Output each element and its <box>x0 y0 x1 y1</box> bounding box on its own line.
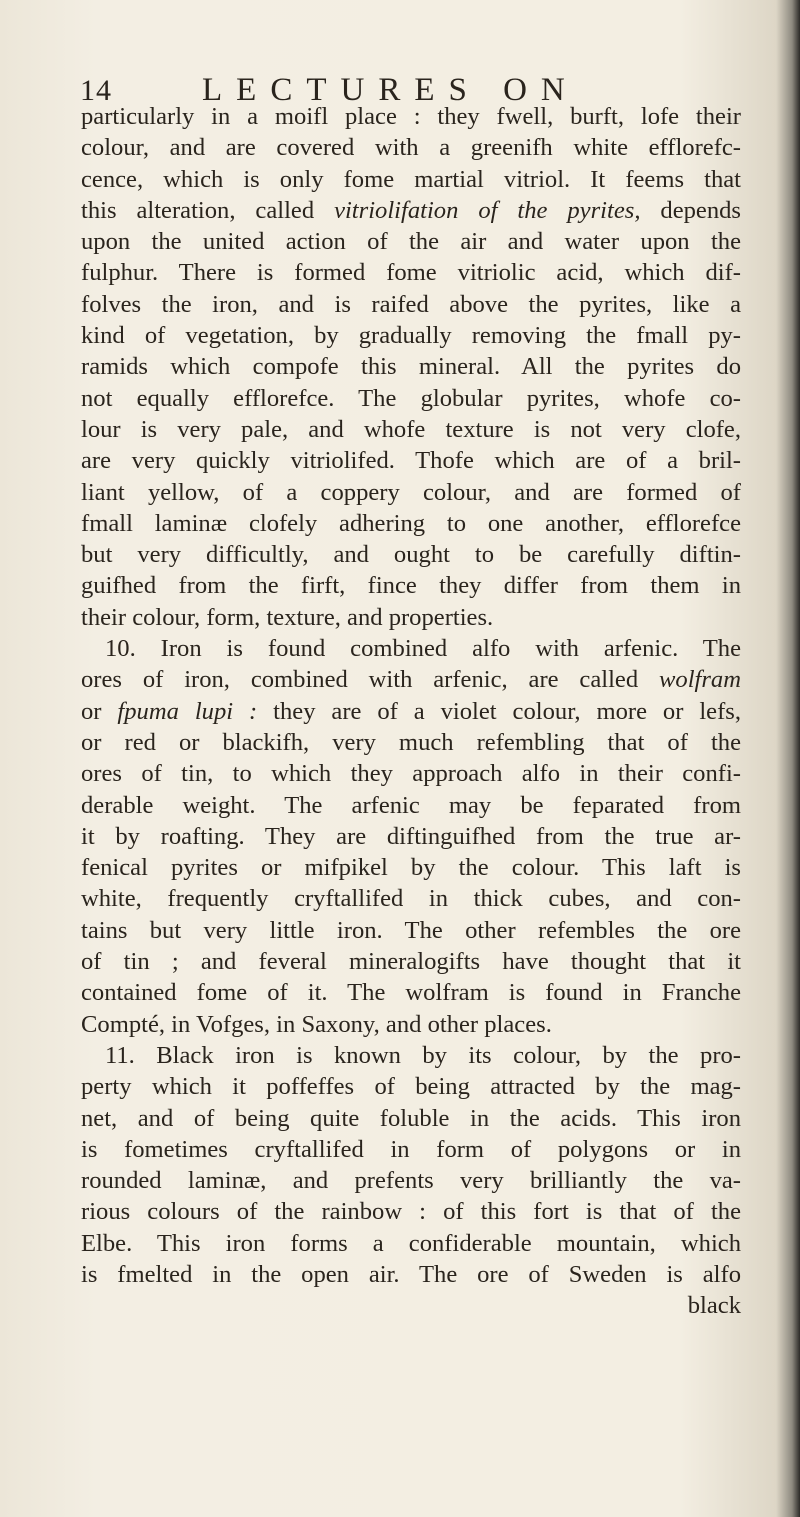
text-line <box>81 696 741 727</box>
text-line: ores of tin, to which they approach alfo in their confi- <box>81 760 741 788</box>
text-line: fulphur. There is formed fome vitriolic acid, which dif- <box>81 259 741 287</box>
text-line: white, frequently cryftallifed in thick cubes, and con- <box>81 885 741 913</box>
text-line: kind of vegetation, by gradually removing the fmall py- <box>81 322 741 350</box>
text-line: not equally efflorefce. The globular pyrites, whofe co- <box>81 384 741 412</box>
italic-term: fpuma lupi : <box>117 697 258 725</box>
text-line: contained fome of it. The wolfram is found in Franche <box>81 979 741 1007</box>
text-line: rious colours of the rainbow : of this fort is that of the <box>81 1198 741 1226</box>
text-line: rounded laminæ, and prefents very brilliantly the va- <box>81 1167 741 1195</box>
text-line <box>81 664 741 695</box>
text-line: lour is very pale, and whofe texture is not very clofe, <box>81 415 741 443</box>
text-line: perty which it poffeffes of being attracted by the mag- <box>81 1073 741 1101</box>
text-span: they are of a violet colour, more or lefs, <box>257 697 741 725</box>
text-line: Compté, in Vofges, in Saxony, and other places. <box>81 1010 552 1038</box>
italic-term: wolfram <box>659 666 741 694</box>
text-line: cence, which is only fome martial vitriol. It feems that <box>81 165 741 193</box>
page-number: 14 <box>80 74 112 107</box>
text-line: or red or blackifh, very much refembling that of the <box>81 728 741 756</box>
text-line: are very quickly vitriolifed. Thofe which are of a bril- <box>81 447 741 475</box>
text-line: 10. Iron is found combined alfo with arfenic. The <box>105 635 741 663</box>
text-line: 11. Black iron is known by its colour, by the pro- <box>105 1041 741 1069</box>
text-line: Elbe. This iron forms a confiderable mountain, which <box>81 1229 741 1257</box>
text-line: ramids which compofe this mineral. All the pyrites do <box>81 353 741 381</box>
text-span: depends <box>640 196 741 224</box>
body-text <box>81 101 741 1322</box>
text-line: net, and of being quite foluble in the acids. This iron <box>81 1104 741 1132</box>
text-line: particularly in a moifl place : they fwell, burft, lofe their <box>81 103 741 130</box>
text-line: fmall laminæ clofely adhering to one another, efflorefce <box>81 509 741 537</box>
running-title: LECTURES ON <box>202 72 579 108</box>
text-line: folves the iron, and is raifed above the pyrites, like a <box>81 290 741 318</box>
text-span: or <box>81 697 118 725</box>
text-line: fenical pyrites or mifpikel by the colour. This laft is <box>81 854 741 882</box>
text-line: of tin ; and feveral mineralogifts have thought that it <box>81 948 741 976</box>
text-line: tains but very little iron. The other refembles the ore <box>81 916 741 944</box>
text-line: but very difficultly, and ought to be carefully diftin- <box>81 541 741 569</box>
text-line: is fometimes cryftallifed in form of polygons or in <box>81 1135 741 1163</box>
text-line: is fmelted in the open air. The ore of Sweden is alfo <box>81 1260 741 1288</box>
text-line: their colour, form, texture, and properties. <box>81 603 494 631</box>
italic-term: vitriolifation of the pyrites, <box>334 196 641 224</box>
catchword: black <box>687 1292 741 1320</box>
text-span: ores of iron, combined with arfenic, are called <box>81 666 659 694</box>
text-line: liant yellow, of a coppery colour, and are formed of <box>81 478 741 506</box>
text-line: guifhed from the firft, fince they differ from them in <box>81 572 741 600</box>
text-span: this alteration, called <box>81 196 335 224</box>
text-line <box>81 195 741 226</box>
text-line: derable weight. The arfenic may be feparated from <box>81 791 741 819</box>
text-line: it by roafting. They are diftinguifhed from the true ar- <box>81 822 741 850</box>
text-line: colour, and are covered with a greenifh white efflorefc- <box>81 134 741 162</box>
text-line: upon the united action of the air and water upon the <box>81 228 741 256</box>
